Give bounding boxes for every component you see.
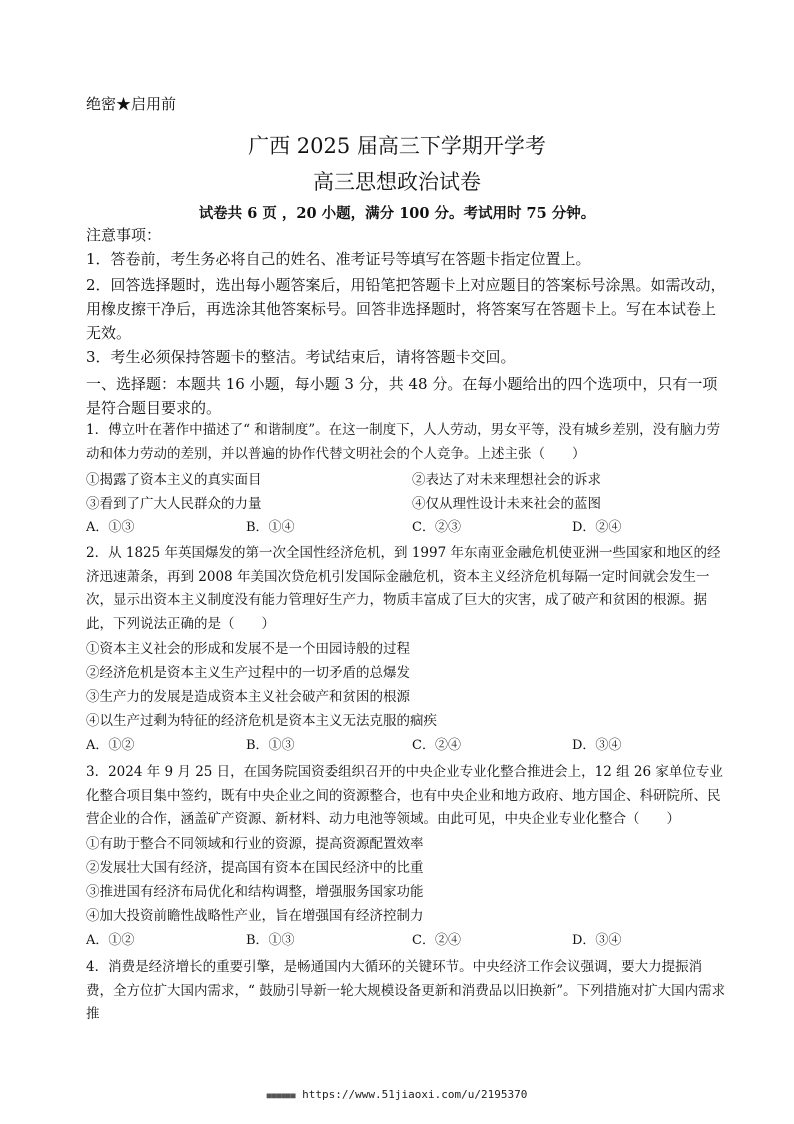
- page-footer: [0, 1088, 794, 1101]
- confidential-label: 绝密★启用前: [86, 95, 177, 113]
- q3-option-2: ②发展壮大国有经济，提高国有资本在国民经济中的比重: [86, 860, 424, 876]
- note-2: 2．回答选择题时，选出每小题答案后，用铅笔把答题卡上对应题目的答案标号涂黑。如需改动，用橡皮擦干净后，再选涂其他答案标号。回答非选择题时，将答案写在答题卡上。写在本试卷上无效。: [86, 276, 726, 342]
- note-1: 1．答卷前，考生务必将自己的姓名、准考证号等填写在答题卡指定位置上。: [86, 250, 591, 268]
- question-2-stem: 2．从 1825 年英国爆发的第一次全国性经济危机，到 1997 年东南亚金融危机使亚洲一些国家和地区的经济迅速萧条，再到 2008 年美国次贷危机引发国际金融危机，资本主义经济危机每隔一定时间就会发生一次，显示出资本主义制度没有能力管理好生产力，物质丰富成了巨大的灾害，成了破产和贫困的根源。据此，下列说法正确的是（ ）: [86, 545, 721, 632]
- q3-option-1: ①有助于整合不同领域和行业的资源，提高资源配置效率: [86, 836, 424, 852]
- q1-option-3: ③看到了广大人民群众的力量: [86, 496, 262, 512]
- q3-option-3: ③推进国有经济布局优化和结构调整，增强服务国家功能: [86, 884, 424, 900]
- exam-info: 试卷共 6 页 ，20 小题，满分 100 分。考试用时 75 分钟。: [198, 205, 596, 222]
- q2-choice-a: A．①②: [86, 738, 135, 753]
- note-3: 3．考生必须保持答题卡的整洁。考试结束后，请将答题卡交回。: [86, 348, 516, 366]
- q2-option-4: ④以生产过剩为特征的经济危机是资本主义无法克服的痼疾: [86, 713, 437, 729]
- question-3-stem: 3．2024 年 9 月 25 日，在国务院国资委组织召开的中央企业专业化整合推进会上，12 组 26 家单位专业化整合项目集中签约，既有中央企业之间的资源整合，也有中央企业和地方政府、地方国企、科研院所、民营企业的合作，涵盖矿产资源、新材料、动力电池等领域。由此可见，中央企业专业化整合（ ）: [86, 764, 723, 827]
- question-1-stem: 1．傅立叶在著作中描述了“ 和谐制度”。在这一制度下，人人劳动，男女平等，没有城乡差别，没有脑力劳动和体力劳动的差别，并以普遍的协作代替文明社会的个人竞争。上述主张（ ）: [86, 422, 721, 462]
- q1-choice-b: B．①④: [246, 520, 295, 535]
- q2-choice-b: B．①③: [246, 738, 295, 753]
- q2-option-2: ②经济危机是资本主义生产过程中的一切矛盾的总爆发: [86, 665, 410, 681]
- section-heading: 一、选择题：本题共 16 小题，每小题 3 分，共 48 分。在每小题给出的四个选项中，只有一项是符合题目要求的。: [86, 375, 718, 417]
- q1-option-4: ④仅从理性设计未来社会的蓝图: [412, 496, 601, 512]
- q1-choice-a: A．①③: [86, 520, 135, 535]
- q3-choice-d: D．③④: [572, 933, 622, 948]
- q3-choice-a: A．①②: [86, 933, 135, 948]
- q1-option-2: ②表达了对未来理想社会的诉求: [412, 472, 601, 488]
- exam-title: 广西 2025 届高三下学期开学考: [248, 134, 546, 158]
- q2-choice-d: D．③④: [572, 738, 622, 753]
- exam-subtitle: 高三思想政治试卷: [313, 170, 481, 194]
- q3-choice-b: B．①③: [246, 933, 295, 948]
- q1-choice-c: C．②③: [412, 520, 461, 535]
- q3-option-4: ④加大投资前瞻性战略性产业，旨在增强国有经济控制力: [86, 908, 424, 924]
- notes-heading: 注意事项：: [86, 226, 162, 244]
- q3-choice-c: C．②④: [412, 933, 461, 948]
- q2-choice-c: C．②④: [412, 738, 461, 753]
- footer-mark: ■■■■■■: [266, 1091, 296, 1100]
- q2-option-1: ①资本主义社会的形成和发展不是一个田园诗般的过程: [86, 641, 410, 657]
- question-4-stem: 4．消费是经济增长的重要引擎，是畅通国内大循环的关键环节。中央经济工作会议强调，要大力提振消费，全方位扩大国内需求，“ 鼓励引导新一轮大规模设备更新和消费品以旧换新”。下列措施对扩大国内需求推: [86, 959, 726, 1022]
- footer-url[interactable]: https://www.51jiaoxi.com/u/2195370: [302, 1088, 528, 1101]
- q1-option-1: ①揭露了资本主义的真实面目: [86, 472, 262, 488]
- q1-choice-d: D．②④: [572, 520, 622, 535]
- q2-option-3: ③生产力的发展是造成资本主义社会破产和贫困的根源: [86, 689, 410, 705]
